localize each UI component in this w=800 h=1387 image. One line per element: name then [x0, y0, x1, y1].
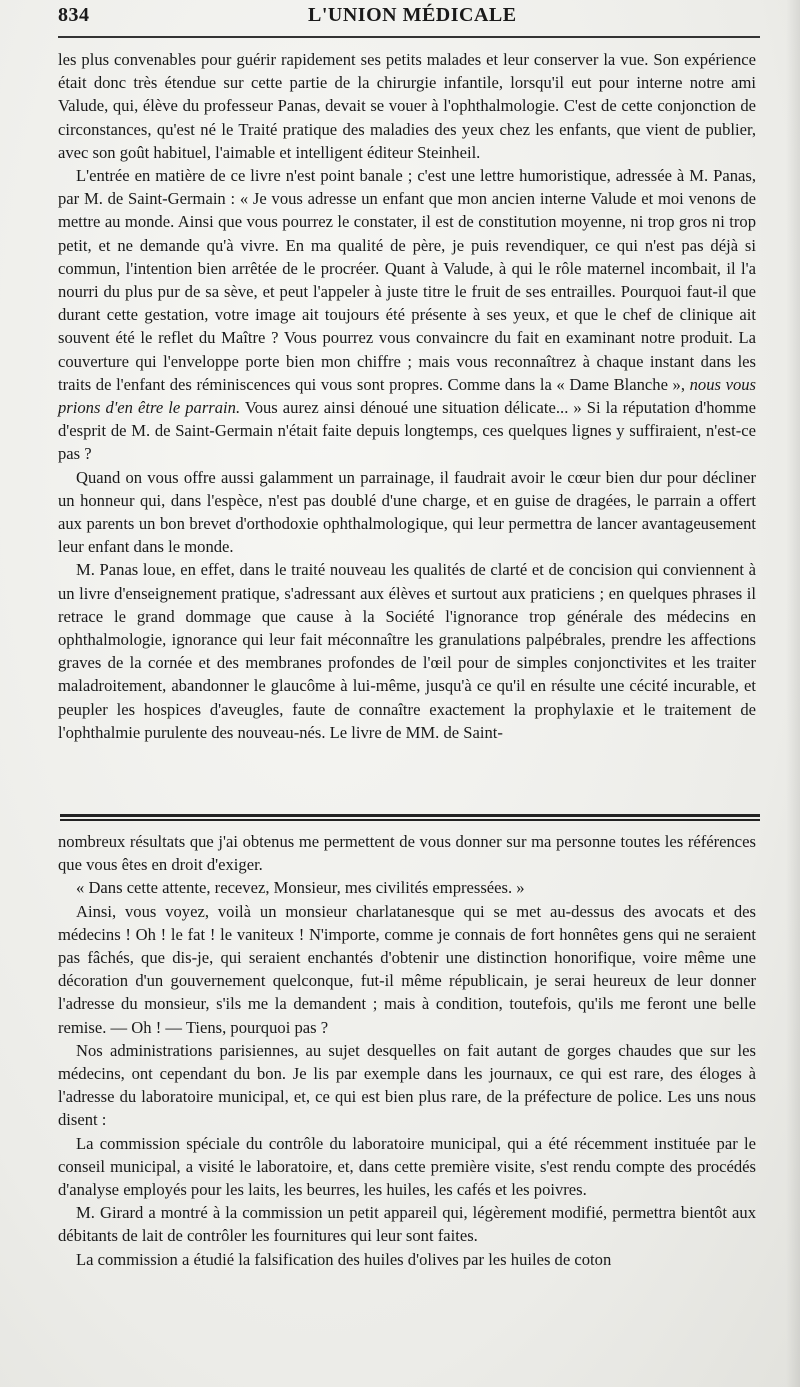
page-number: 834: [58, 4, 90, 26]
paragraph: « Dans cette attente, recevez, Monsieur, mes civilités empressées. »: [76, 878, 525, 898]
paragraph-text: Vous aurez ainsi dénoué une situation délicate... » Si la réputation d'homme d'esprit de M. de Saint-Germain n'était faite depuis longtemps, ces quelques lignes y suffiraient, n'est-ce pas ?: [58, 398, 756, 464]
paragraph: les plus convenables pour guérir rapidement ses petits malades et leur conserver la vue. Son expérience était donc très étendue sur cette partie de la chirurgie infantile, lorsqu'il eut pour interne notre ami Valude, qui, élève du professeur Panas, devait se vouer à l'ophthalmologie. C'est de cette conjonction de circonstances, qu'est né le Traité pratique des maladies des yeux chez les enfants, que vient de publier, avec son goût habituel, l'aimable et intelligent éditeur Steinheil.: [58, 50, 756, 162]
bottom-feuilleton-column: [58, 830, 756, 1271]
page-edge-shadow: [786, 0, 800, 1387]
paragraph: La commission spéciale du contrôle du laboratoire municipal, qui a été récemment instituée par le conseil municipal, a visité le laboratoire, et, dans cette première visite, s'est rendu compte des procédés d'analyse employés pour les laits, les beurres, les huiles, les cafés et les poivres.: [58, 1133, 756, 1200]
paragraph: Ainsi, vous voyez, voilà un monsieur charlatanesque qui se met au-dessus des avocats et des médecins ! Oh ! le fat ! le vaniteux ! N'importe, comme je connais de fort honnêtes gens qui ne seraient pas fâchés, que dis-je, qui seraient enchantés d'obtenir une distinction honorifique, voire même une décoration d'un gouvernement quelconque, fut-il même républicain, je serai heureux de leur donner l'adresse du monsieur, s'ils me la demandent ; mais à condition, toutefois, qu'ils me feront une belle remise. — Oh ! — Tiens, pourquoi pas ?: [58, 901, 756, 1037]
paragraph: La commission a étudié la falsification des huiles d'olives par les huiles de coton: [76, 1249, 612, 1269]
paragraph: Quand on vous offre aussi galamment un parrainage, il faudrait avoir le cœur bien dur pour décliner un honneur qui, dans l'espèce, n'est pas doublé d'une charge, et en guise de dragées, le parrain a offert aux parents un bon brevet d'orthodoxie ophthalmologique, qui leur permettra de lancer avantageusement leur enfant dans le monde.: [58, 467, 756, 557]
header-rule: [58, 36, 760, 38]
paragraph-text: L'entrée en matière de ce livre n'est point banale ; c'est une lettre humoristique, adressée à M. Panas, par M. de Saint-Germain : « Je vous adresse un enfant que mon ancien interne Valude et moi venons de mettre au monde. Ainsi que vous pourrez le constater, il est de constitution moyenne, ni trop gros ni trop petit, et ne demande qu'à vivre. En ma qualité de père, je puis revendiquer, ce qui n'est pas déjà si commun, l'intention bien arrêtée de le procréer. Quant à Valude, à qui le rôle maternel incombait, il l'a nourri du plus pur de sa sève, et peut l'appeler à juste titre le fruit de ses entrailles. Pourquoi faut-il que durant cette gestation, votre image ait toujours été présente à ses yeux, et que le chef de clinique ait souvent été le reflet du Maître ? Vous pourrez vous convaincre du fait en examinant notre produit. La couverture qui l'enveloppe porte bien mon chiffre ; mais vous reconnaîtrez à chaque instant dans les traits de l'enfant des réminiscences qui vous sont propres. Comme dans la « Dame Blanche »,: [58, 166, 756, 394]
paragraph: [58, 164, 756, 466]
top-article-column: [58, 48, 756, 744]
separator-rule: [60, 819, 760, 821]
paragraph: M. Panas loue, en effet, dans le traité nouveau les qualités de clarté et de concision qui conviennent à un livre d'enseignement pratique, s'adressant aux élèves et surtout aux praticiens ; en quelques phrases il retrace le grand dommage que cause à la Société l'ignorance trop générale des médecins en ophthalmologie, ignorance qui leur fait méconnaître les granulations palpébrales, prendre les affections graves de la cornée et des membranes profondes de l'œil pour de simples conjonctivites et les traiter maladroitement, abandonner le glaucôme à lui-même, jusqu'à ce qu'il en résulte une cécité incurable, et peupler les hospices d'aveugles, faute de connaître exactement la prophylaxie et le traitement de l'ophthalmie purulente des nouveau-nés. Le livre de MM. de Saint-: [58, 560, 756, 742]
journal-title: L'UNION MÉDICALE: [308, 4, 517, 26]
separator-rule: [60, 814, 760, 817]
paragraph-italic-text: nous vous prions d'en être le parrain.: [58, 374, 757, 418]
section-separator: [60, 814, 760, 822]
paragraph: nombreux résultats que j'ai obtenus me permettent de vous donner sur ma personne toutes les références que vous êtes en droit d'exiger.: [58, 832, 756, 875]
paragraph: Nos administrations parisiennes, au sujet desquelles on fait autant de gorges chaudes que sur les médecins, ont cependant du bon. Je lis par exemple dans les journaux, ce qui est rare, des éloges à l'adresse du laboratoire municipal, et, ce qui est bien plus rare, de la préfecture de police. Les uns nous disent :: [58, 1040, 756, 1130]
running-head: [58, 4, 758, 32]
paragraph: M. Girard a montré à la commission un petit appareil qui, légèrement modifié, permettra bientôt aux débitants de lait de contrôler les fournitures qui leur sont faites.: [58, 1203, 756, 1246]
